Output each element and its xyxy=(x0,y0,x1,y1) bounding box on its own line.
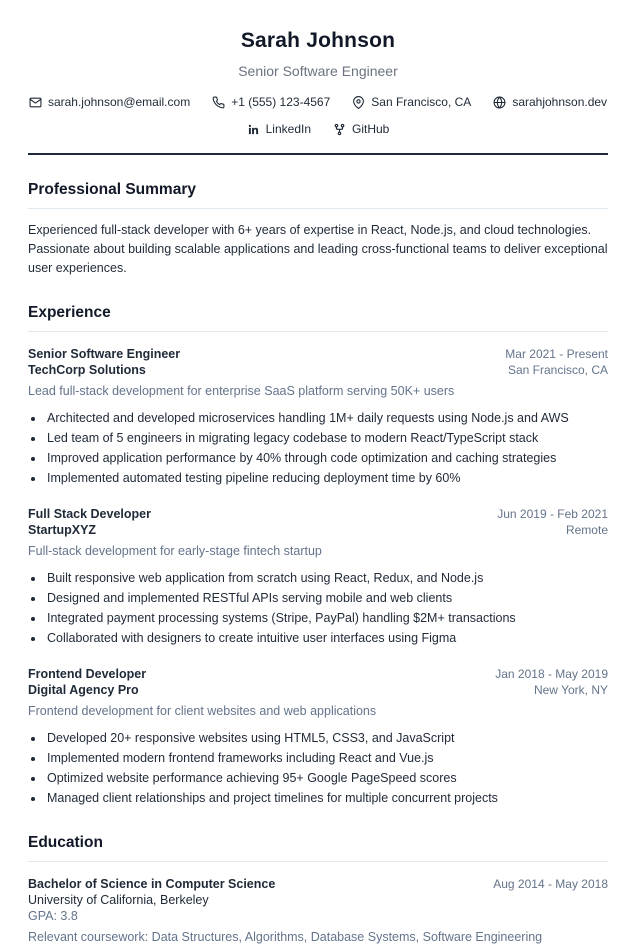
candidate-title: Senior Software Engineer xyxy=(238,63,398,79)
contact-website-text: sarahjohnson.dev xyxy=(512,95,608,109)
education-title-block xyxy=(28,876,275,924)
contact-phone[interactable] xyxy=(212,95,330,109)
job-entry xyxy=(28,506,608,648)
job-header xyxy=(28,506,608,538)
contact-email[interactable] xyxy=(29,95,190,109)
contact-phone-text: +1 (555) 123-4567 xyxy=(231,95,331,109)
education-coursework: Relevant coursework: Data Structures, Algorithms, Database Systems, Software Engineering xyxy=(28,930,543,944)
job-header xyxy=(28,346,608,378)
job-meta xyxy=(505,346,608,378)
globe-icon xyxy=(493,96,506,109)
job-bullet-list xyxy=(28,568,608,648)
job-company: StartupXYZ xyxy=(28,523,97,537)
job-bullet: • Developed 20+ responsive websites using HTML5, CSS3, and JavaScript xyxy=(45,728,608,748)
job-bullet: • Collaborated with designers to create intuitive user interfaces using Figma xyxy=(45,628,608,648)
contact-email-text: sarah.johnson@email.com xyxy=(47,95,191,109)
candidate-name: Sarah Johnson xyxy=(240,29,396,52)
job-bullet: • Improved application performance by 40% through code optimization and caching strategies xyxy=(45,448,608,468)
education-school: University of California, Berkeley xyxy=(28,893,209,907)
job-bullet-list xyxy=(28,408,608,488)
linkedin-label: LinkedIn xyxy=(265,122,311,136)
job-meta xyxy=(497,506,608,538)
contact-location xyxy=(352,95,471,109)
job-location: New York, NY xyxy=(533,683,608,697)
job-bullet: • Managed client relationships and project timelines for multiple concurrent projects xyxy=(45,788,608,808)
contact-location-text: San Francisco, CA xyxy=(371,95,472,109)
job-bullet: • Integrated payment processing systems (Stripe, PayPal) handling $2M+ transactions xyxy=(45,608,608,628)
github-icon xyxy=(333,123,346,136)
contact-row xyxy=(28,95,608,109)
summary-heading: Professional Summary xyxy=(28,181,608,209)
linkedin-icon xyxy=(247,123,260,136)
education-header xyxy=(28,876,608,924)
job-meta xyxy=(495,666,608,698)
job-title: Frontend Developer xyxy=(28,667,147,681)
job-bullet: • Led team of 5 engineers in migrating legacy codebase to modern React/TypeScript stack xyxy=(45,428,608,448)
job-bullet: • Designed and implemented RESTful APIs serving mobile and web clients xyxy=(45,588,608,608)
education-degree: Bachelor of Science in Computer Science xyxy=(28,877,276,891)
job-header xyxy=(28,666,608,698)
job-company: Digital Agency Pro xyxy=(28,683,139,697)
job-title-block xyxy=(28,346,180,378)
section-summary xyxy=(28,181,608,278)
job-dates: Mar 2021 - Present xyxy=(505,347,608,361)
job-bullet: • Architected and developed microservices handling 1M+ daily requests using Node.js and AWS xyxy=(45,408,608,428)
linkedin-link[interactable] xyxy=(247,122,311,136)
education-meta xyxy=(493,876,608,892)
job-bullet: • Built responsive web application from scratch using React, Redux, and Node.js xyxy=(45,568,608,588)
job-dates: Jan 2018 - May 2019 xyxy=(495,667,608,681)
job-bullet-list xyxy=(28,728,608,808)
email-icon xyxy=(29,96,42,109)
job-location: Remote xyxy=(565,523,608,537)
github-label: GitHub xyxy=(352,122,390,136)
experience-heading: Experience xyxy=(28,304,608,332)
job-description: Full-stack development for early-stage fintech startup xyxy=(28,544,322,558)
section-experience xyxy=(28,304,608,808)
summary-text: Experienced full-stack developer with 6+ years of expertise in React, Node.js, and cloud technologies. Passionate about building scalable applications and leading cross-functional teams to deliver exceptional user experiences. xyxy=(28,223,608,275)
social-row xyxy=(28,122,608,136)
job-dates: Jun 2019 - Feb 2021 xyxy=(497,507,608,521)
resume-header xyxy=(28,29,608,136)
job-title: Full Stack Developer xyxy=(28,507,151,521)
education-dates: Aug 2014 - May 2018 xyxy=(493,877,608,891)
header-divider xyxy=(28,153,608,155)
job-title-block xyxy=(28,666,146,698)
education-entry xyxy=(28,876,608,945)
job-location: San Francisco, CA xyxy=(507,363,608,377)
contact-website[interactable] xyxy=(493,95,607,109)
job-entry xyxy=(28,666,608,808)
education-heading: Education xyxy=(28,834,608,862)
education-gpa: GPA: 3.8 xyxy=(28,909,78,923)
job-description: Frontend development for client websites and web applications xyxy=(28,704,377,718)
job-bullet: • Implemented automated testing pipeline reducing deployment time by 60% xyxy=(45,468,608,488)
phone-icon xyxy=(212,96,225,109)
location-icon xyxy=(352,96,365,109)
job-bullet: • Optimized website performance achieving 95+ Google PageSpeed scores xyxy=(45,768,608,788)
job-title: Senior Software Engineer xyxy=(28,347,181,361)
section-education xyxy=(28,834,608,945)
job-bullet: • Implemented modern frontend frameworks including React and Vue.js xyxy=(45,748,608,768)
job-entry xyxy=(28,346,608,488)
job-company: TechCorp Solutions xyxy=(28,363,146,377)
job-title-block xyxy=(28,506,151,538)
github-link[interactable] xyxy=(333,122,389,136)
job-description: Lead full-stack development for enterprise SaaS platform serving 50K+ users xyxy=(28,384,455,398)
